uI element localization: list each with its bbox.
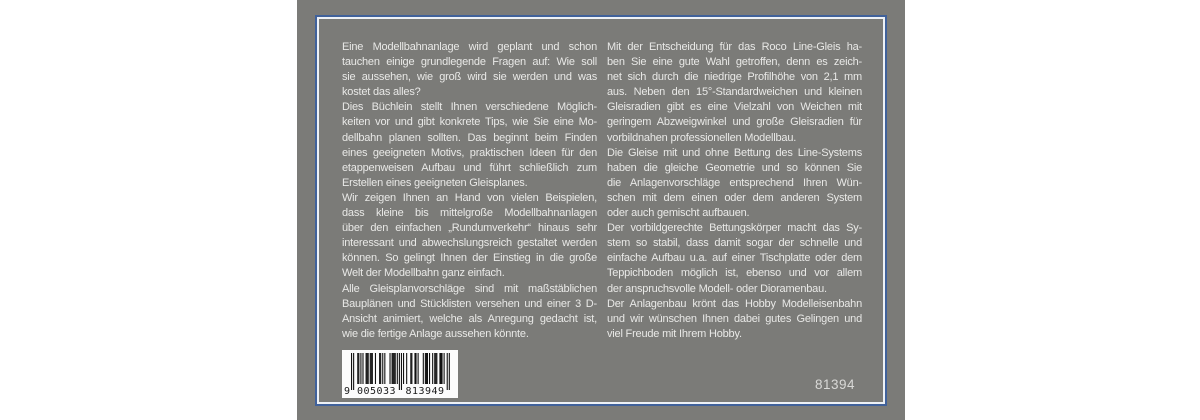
text-line: die Anlagenvorschläge entsprechend Ihren Wün-	[607, 176, 862, 189]
text-line: einfache Aufbau u.a. auf einer Tischplatte oder dem	[607, 252, 862, 265]
text-line: und wir wünschen Ihnen dabei gutes Gelingen und	[607, 312, 862, 325]
text-line: über den einfachen „Rundumverkehr“ hinaus sehr	[342, 222, 597, 235]
text-line: eines geeigneten Motivs, praktischen Ideen für den	[342, 146, 597, 159]
text-line: vorbildnahen professionellen Modellbau.	[607, 131, 797, 144]
text-line: Alle Gleisplanvorschläge sind mit maßstäblichen	[342, 282, 597, 295]
text-line: Wir zeigen Ihnen an Hand von vielen Beispielen,	[342, 191, 597, 204]
text-line: keiten vor und gibt konkrete Tips, wie Sie eine Mo-	[342, 116, 597, 129]
text-line: Der Anlagenbau krönt das Hobby Modelleisenbahn	[607, 297, 862, 310]
text-line: oder auch gemischt aufbauen.	[607, 207, 750, 220]
text-line: net sich durch die niedrige Profilhöhe von 2,1 mm	[607, 71, 862, 84]
barcode-digit-group: 813949	[405, 386, 445, 397]
text-line: viel Freude mit Ihrem Hobby.	[607, 327, 742, 340]
text-line: Mit der Entscheidung für das Roco Line-Gleis ha-	[607, 41, 862, 53]
text-line: der anspruchsvolle Modell- oder Dioramenbau.	[607, 282, 827, 295]
text-line: haben die gleiche Geometrie und so können Sie	[607, 161, 862, 174]
text-line: ben Sie eine gute Wahl getroffen, denn es zeich-	[607, 56, 862, 69]
text-line: Erstellen eines geeigneten Gleisplanes.	[342, 176, 528, 189]
text-line: Dies Büchlein stellt Ihnen verschiedene Möglich-	[342, 101, 597, 114]
text-line: Gleisradien gibt es eine Vielzahl von Weichen mit	[607, 101, 862, 114]
text-line: Bauplänen und Stücklisten versehen und einer 3 D-	[342, 297, 597, 310]
text-line: Eine Modellbahnanlage wird geplant und schon	[342, 41, 597, 53]
text-line: Die Gleise mit und ohne Bettung des Line-Systems	[607, 146, 862, 159]
barcode-digits	[342, 386, 458, 397]
item-number: 81394	[815, 377, 856, 392]
text-line: Welt der Modellbahn ganz einfach.	[342, 267, 505, 280]
text-columns	[342, 40, 862, 342]
barcode-digit-group: 9	[343, 386, 351, 397]
text-line: Teppichboden möglich ist, ebenso und vor allem	[607, 267, 862, 280]
text-line: dellbahn planen sollten. Das beginnt beim Finden	[342, 131, 597, 144]
text-line: sie aussehen, wie groß wird sie werden und was	[342, 71, 597, 84]
text-line: tauchen einige grundlegende Fragen auf: Wie soll	[342, 56, 597, 69]
text-line: kostet das alles?	[342, 86, 421, 99]
ean-barcode	[342, 350, 458, 398]
text-line: dass kleine bis mittelgroße Modellbahnanlagen	[342, 207, 597, 220]
text-line: können. So gelingt Ihnen der Einstieg in die große	[342, 252, 597, 265]
book-back-cover	[297, 0, 905, 420]
text-line: interessant und abwechslungsreich gestaltet werden	[342, 237, 597, 250]
text-line: wie die fertige Anlage aussehen könnte.	[342, 327, 529, 340]
text-column-left	[342, 40, 597, 342]
text-line: stem so stabil, dass damit sogar der schnelle und	[607, 237, 862, 250]
text-column-right	[607, 40, 862, 342]
text-line: geringem Abzweigwinkel und große Gleisradien für	[607, 116, 862, 129]
text-line: Der vorbildgerechte Bettungskörper macht das Sy-	[607, 222, 862, 235]
text-line: aus. Neben den 15°-Standardweichen und kleinen	[607, 86, 862, 99]
text-line: etappenweisen Aufbau und führt schließlich zum	[342, 161, 597, 174]
text-line: schen mit dem einen oder dem anderen System	[607, 191, 862, 204]
text-line: Ansicht animiert, welche als Anregung gedacht ist,	[342, 312, 597, 325]
barcode-digit-group: 005033	[356, 386, 397, 397]
